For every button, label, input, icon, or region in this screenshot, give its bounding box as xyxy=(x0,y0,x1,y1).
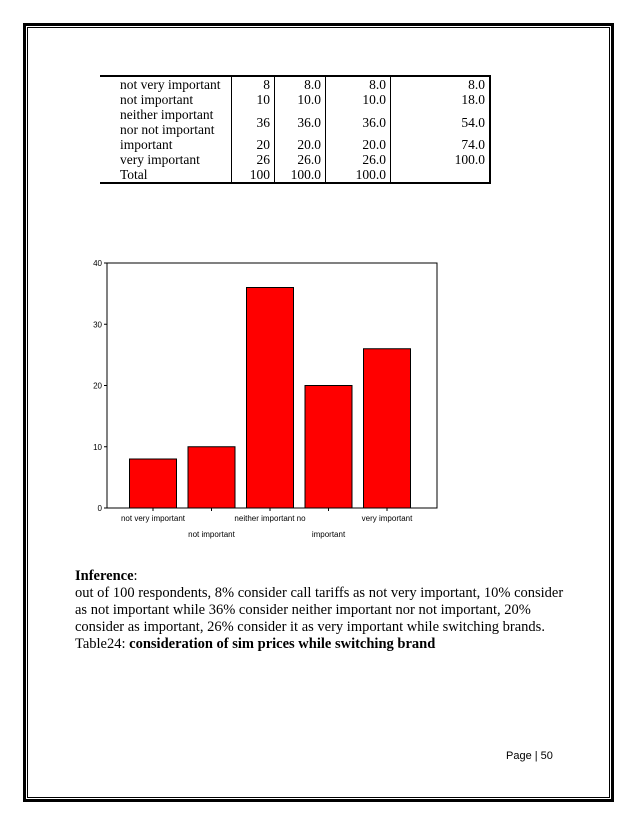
cumulative-percent-cell: 74.0 xyxy=(391,137,491,152)
percent-cell: 20.0 xyxy=(275,137,326,152)
table-row xyxy=(100,167,490,183)
bar xyxy=(130,459,177,508)
table-caption xyxy=(75,636,575,653)
frequency-cell: 20 xyxy=(232,137,275,152)
frequency-cell: 36 xyxy=(232,107,275,137)
frequency-cell: 8 xyxy=(232,76,275,92)
row-label: Total xyxy=(100,167,232,183)
valid-percent-cell: 10.0 xyxy=(326,92,391,107)
bar xyxy=(364,349,411,508)
row-label: not important xyxy=(120,92,194,107)
x-tick-label: not important xyxy=(188,530,235,539)
y-tick-label: 0 xyxy=(97,504,102,513)
valid-percent-cell: 26.0 xyxy=(326,152,391,167)
frequency-cell: 100 xyxy=(232,167,275,183)
page-number: Page | 50 xyxy=(506,750,553,762)
y-tick-label: 30 xyxy=(93,320,102,330)
table-row xyxy=(100,137,490,152)
table-caption-prefix: Table24: xyxy=(75,636,130,652)
frequency-cell: 10 xyxy=(232,92,275,107)
x-tick-label: neither important no xyxy=(234,514,306,523)
cumulative-percent-cell: 54.0 xyxy=(391,107,491,137)
x-tick-label: very important xyxy=(361,514,413,523)
row-label: very important xyxy=(120,152,200,167)
row-label: not very important xyxy=(100,76,232,92)
row-label: neither important nor not important xyxy=(120,107,215,137)
valid-percent-cell: 100.0 xyxy=(326,167,391,183)
row-label: important xyxy=(120,137,173,152)
x-tick-label: not very important xyxy=(120,514,186,523)
inference-section xyxy=(75,568,575,653)
bar xyxy=(305,386,352,509)
inference-heading: Inference xyxy=(75,568,134,584)
frequency-table xyxy=(100,75,491,184)
table-caption-title: consideration of sim prices while switching brand xyxy=(129,636,436,652)
inference-colon: : xyxy=(133,568,138,584)
cumulative-percent-cell xyxy=(391,167,491,183)
cumulative-percent-cell: 8.0 xyxy=(391,76,491,92)
percent-cell: 10.0 xyxy=(275,92,326,107)
y-tick-label: 10 xyxy=(93,442,102,452)
bar xyxy=(247,288,294,509)
table-row xyxy=(100,76,490,92)
percent-cell: 26.0 xyxy=(275,152,326,167)
table-row xyxy=(100,92,490,107)
valid-percent-cell: 8.0 xyxy=(326,76,391,92)
valid-percent-cell: 36.0 xyxy=(326,107,391,137)
cumulative-percent-cell: 18.0 xyxy=(391,92,491,107)
y-tick-label: 40 xyxy=(93,259,102,268)
frequency-cell: 26 xyxy=(232,152,275,167)
x-tick-label: important xyxy=(311,530,346,539)
percent-cell: 8.0 xyxy=(275,76,326,92)
table-row xyxy=(100,152,490,167)
percent-cell: 100.0 xyxy=(275,167,326,183)
inference-body: out of 100 respondents, 8% consider call tariffs as not very important, 10% consider as not important while 36% consider neither important nor not important, 20% consider as important, 26% consider it as very important while switching brands. xyxy=(75,585,564,635)
y-tick-label: 20 xyxy=(93,381,102,391)
bar xyxy=(188,447,235,508)
percent-cell: 36.0 xyxy=(275,107,326,137)
table-row xyxy=(100,107,490,137)
cumulative-percent-cell: 100.0 xyxy=(391,152,491,167)
bar-chart xyxy=(80,255,450,545)
valid-percent-cell: 20.0 xyxy=(326,137,391,152)
